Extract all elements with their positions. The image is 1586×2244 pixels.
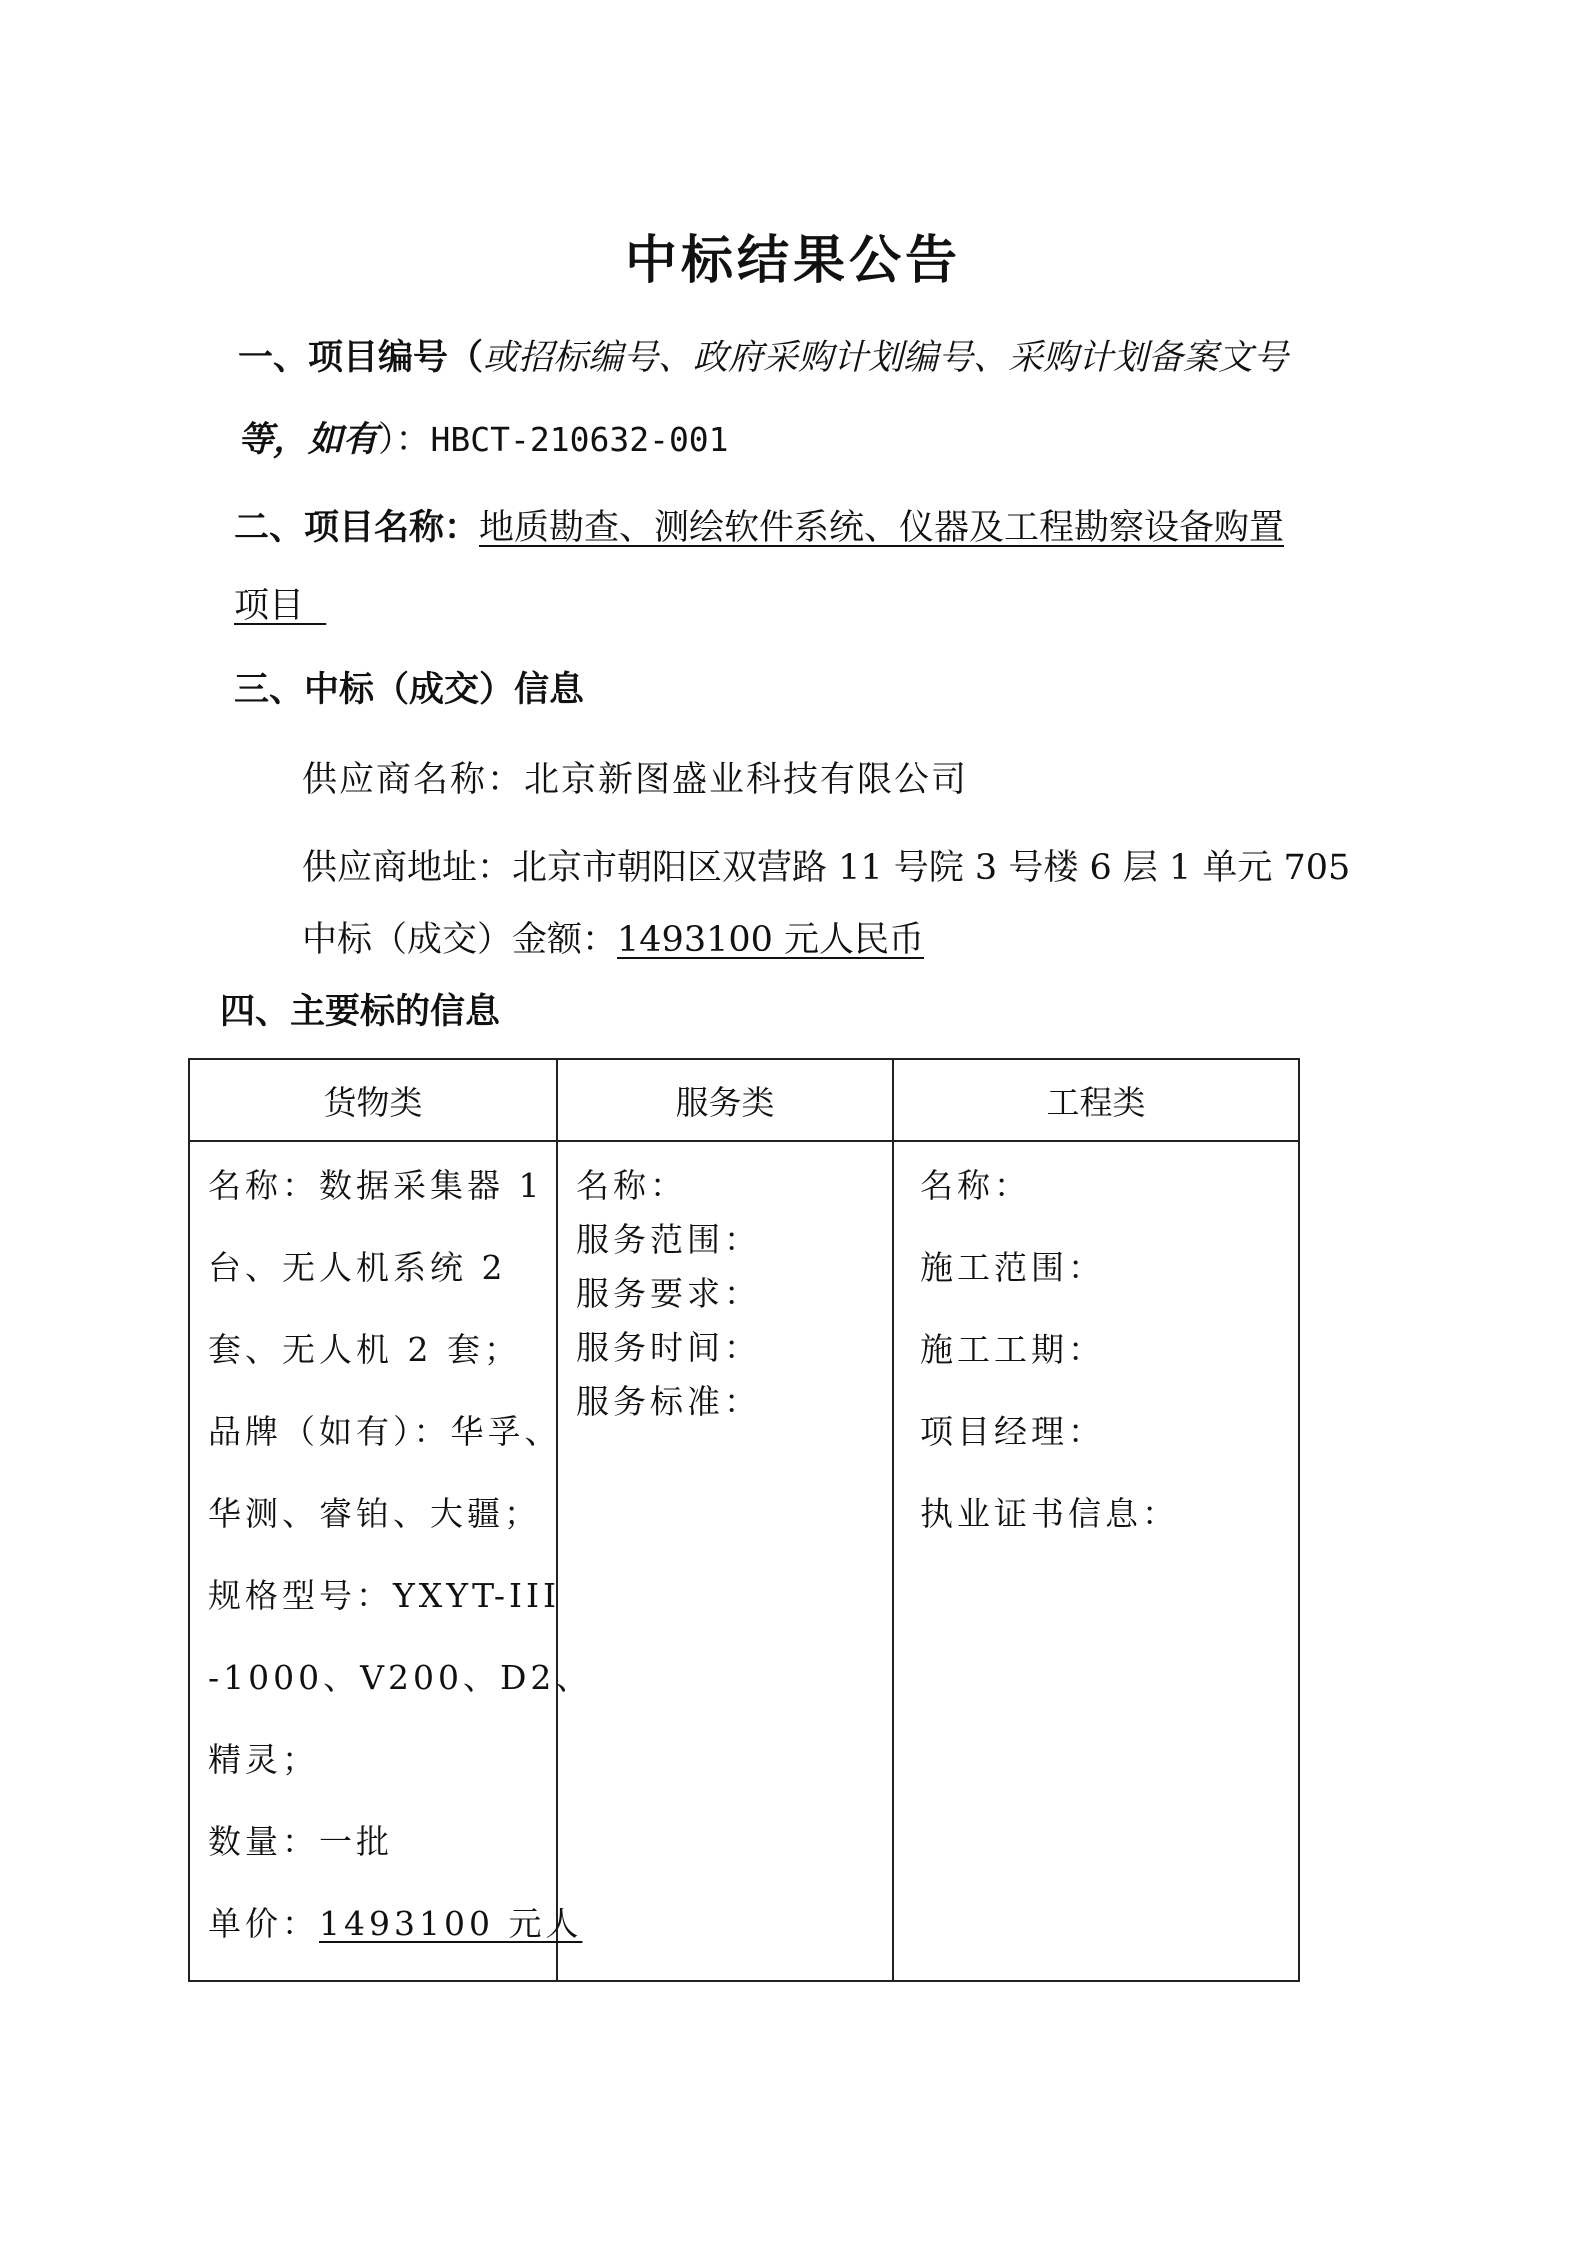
engineering-line: 项目经理： [920,1412,1105,1451]
goods-price-line [208,1898,583,1980]
main-items-table [188,1058,1300,1982]
supplier-name-label: 供应商名称： [302,760,525,800]
engineering-line: 名称： [920,1166,1031,1205]
service-line: 服务范围： [576,1220,761,1259]
service-line: 服务要求： [576,1274,761,1313]
project-name-value-1: 地质勘查、测绘软件系统、仪器及工程勘察设备购置 [479,508,1285,548]
goods-line: 华测、睿铂、大疆； [208,1494,541,1533]
goods-line: 精灵； [208,1740,319,1779]
engineering-cell [893,1141,1299,1981]
project-number-line-2 [238,412,729,462]
header-services: 服务类 [557,1059,893,1141]
goods-cell [189,1141,593,1981]
award-amount-line [302,912,924,962]
supplier-address: 北京市朝阳区双营路 11 号院 3 号楼 6 层 1 单元 705 [512,848,1351,888]
main-items-heading: 四、主要标的信息 [220,992,501,1032]
supplier-address-label: 供应商地址： [302,848,513,888]
award-amount: 1493100 元人民币 [617,920,925,960]
award-amount-label: 中标（成交）金额： [302,920,618,960]
page-title: 中标结果公告 [624,231,961,291]
goods-line: 规格型号：YXYT-III [208,1576,561,1615]
award-info-heading: 三、中标（成交）信息 [234,670,585,710]
project-number-label: 一、项目编号（ [238,338,484,378]
project-number-note-2: 等，如有 [238,420,379,460]
service-line: 名称： [576,1166,687,1205]
service-line: 服务标准： [576,1382,761,1421]
services-cell [557,1141,893,1981]
supplier-name-line [302,752,968,802]
project-number-value: HBCT-210632-001 [430,420,729,459]
engineering-line: 施工范围： [920,1248,1105,1287]
goods-line: 数量：一批 [208,1822,393,1861]
table-header-row [189,1059,1299,1141]
table-row [189,1141,1299,1981]
header-engineering: 工程类 [893,1059,1299,1141]
goods-price: 1493100 元人 [319,1904,583,1943]
project-number-close: ）： [378,420,431,460]
goods-line: 台、无人机系统 2 [208,1248,507,1287]
goods-price-label: 单价： [208,1904,319,1943]
project-name-line [234,500,1284,550]
goods-line: -1000、V200、D2、 [208,1658,593,1697]
project-name-value-2: 项目 [234,586,305,626]
engineering-line: 执业证书信息： [920,1494,1179,1533]
supplier-name: 北京新图盛业科技有限公司 [524,760,969,800]
supplier-address-line [302,840,1350,890]
goods-line: 套、无人机 2 套； [208,1330,521,1369]
service-line: 服务时间： [576,1328,761,1367]
project-number-line [238,330,1288,380]
header-goods: 货物类 [189,1059,557,1141]
goods-line: 品牌（如有）：华孚、 [208,1412,562,1451]
project-name-line-2 [234,578,326,628]
engineering-line: 施工工期： [920,1330,1105,1369]
goods-line: 名称：数据采集器 1 [208,1166,544,1205]
project-name-label: 二、项目名称： [234,508,480,548]
project-number-note: 或招标编号、政府采购计划编号、采购计划备案文号 [483,338,1289,378]
